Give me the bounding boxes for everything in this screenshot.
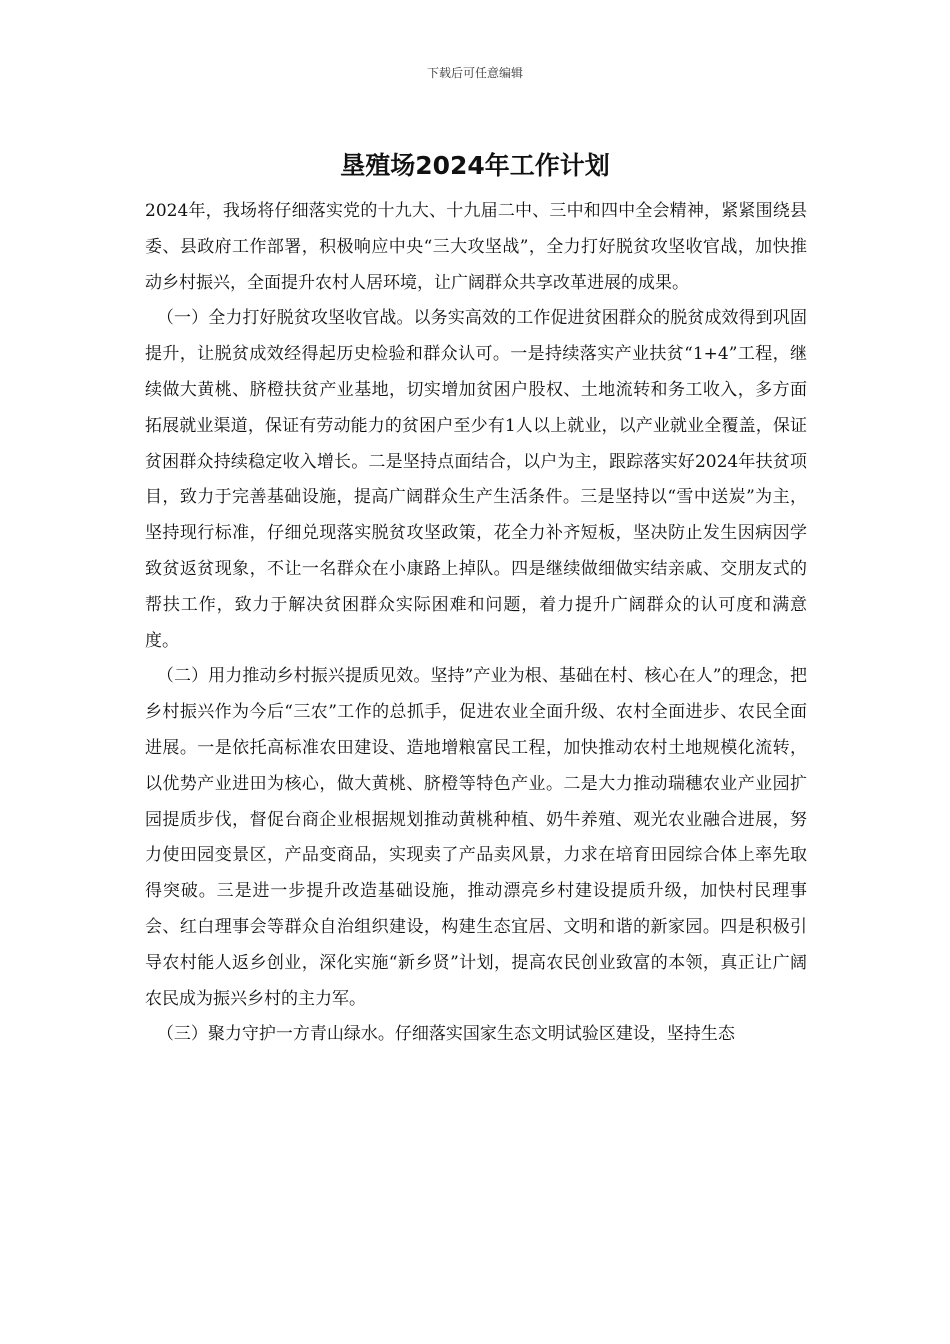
paragraph-intro: 2024年，我场将仔细落实党的十九大、十九届二中、三中和四中全会精神，紧紧围绕县委、县政府工作部署，积极响应中央“三大攻坚战”，全力打好脱贫攻坚收官战，加快推动乡村振兴，全面提升农村人居环境，让广阔群众共享改革进展的成果。 (145, 201, 807, 293)
paragraph-section-1: （一）全力打好脱贫攻坚收官战。以务实高效的工作促进贫困群众的脱贫成效得到巩固提升，让脱贫成效经得起历史检验和群众认可。一是持续落实产业扶贫“1+4”工程，继续做大黄桃、脐橙扶贫产业基地，切实增加贫困户股权、土地流转和务工收入，多方面拓展就业渠道，保证有劳动能力的贫困户至少有1人以上就业，以产业就业全覆盖，保证贫困群众持续稳定收入增长。二是坚持点面结合，以户为主，跟踪落实好2024年扶贫项目，致力于完善基础设施，提高广阔群众生产生活条件。三是坚持以“雪中送炭”为主，坚持现行标准，仔细兑现落实脱贫攻坚政策，花全力补齐短板，坚决防止发生因病因学致贫返贫现象，不让一名群众在小康路上掉队。四是继续做细做实结亲戚、交朋友式的帮扶工作，致力于解决贫困群众实际困难和问题，着力提升广阔群众的认可度和满意度。 (145, 308, 807, 651)
paragraph-section-2: （二）用力推动乡村振兴提质见效。坚持”产业为根、基础在村、核心在人”的理念，把乡村振兴作为今后“三农”工作的总抓手，促进农业全面升级、农村全面进步、农民全面进展。一是依托高标准农田建设、造地增粮富民工程，加快推动农村土地规模化流转，以优势产业进田为核心，做大黄桃、脐橙等特色产业。二是大力推动瑞穗农业产业园扩园提质步伐，督促台商企业根据规划推动黄桃种植、奶牛养殖、观光农业融合进展，努力使田园变景区，产品变商品，实现卖了产品卖风景，力求在培育田园综合体上率先取得突破。三是进一步提升改造基础设施，推动漂亮乡村建设提质升级，加快村民理事会、红白理事会等群众自治组织建设，构建生态宜居、文明和谐的新家园。四是积极引导农村能人返乡创业，深化实施“新乡贤”计划，提高农民创业致富的本领，真正让广阔农民成为振兴乡村的主力军。 (145, 666, 807, 1009)
document-body (145, 194, 807, 1053)
document-title: 垦殖场2024年工作计划 (340, 151, 610, 180)
paragraph-section-3: （三）聚力守护一方青山绿水。仔细落实国家生态文明试验区建设，坚持生态 (156, 1024, 735, 1045)
page-header-note: 下载后可任意编辑 (426, 66, 523, 80)
